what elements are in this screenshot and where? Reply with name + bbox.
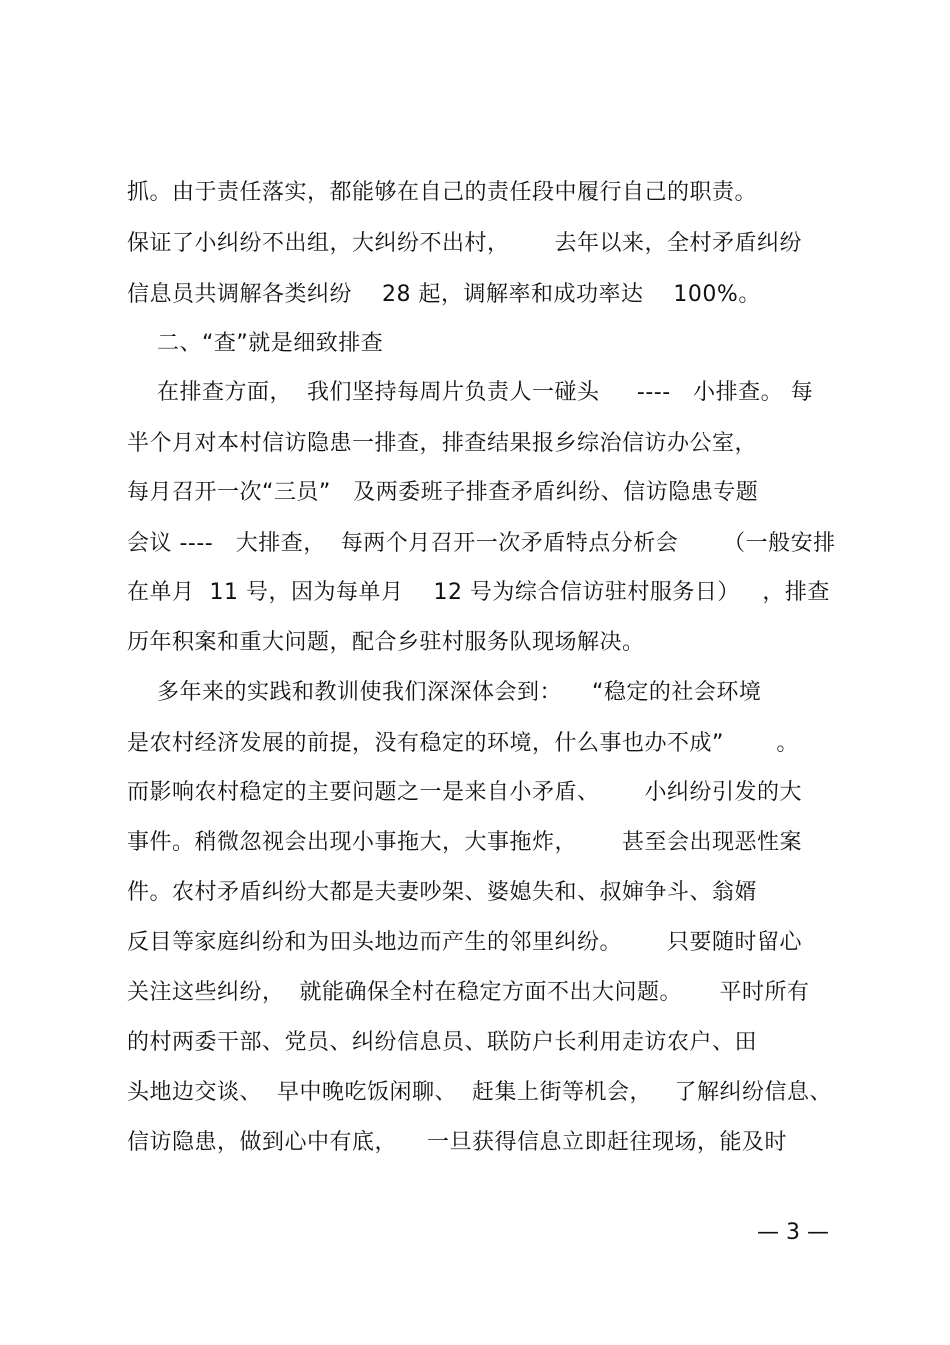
- page-number: — 3 —: [757, 1220, 829, 1245]
- paragraph-line: 保证了小纠纷不出组，大纠纷不出村， 去年以来，全村矛盾纠纷: [127, 231, 802, 256]
- paragraph-line: 关注这些纠纷， 就能确保全村在稳定方面不出大问题。 平时所有: [127, 980, 810, 1005]
- paragraph-line: 件。农村矛盾纠纷大都是夫妻吵架、婆媳失和、叔婶争斗、翁婿: [127, 880, 758, 905]
- paragraph-line: 每月召开一次“三员” 及两委班子排查矛盾纠纷、信访隐患专题: [127, 480, 759, 505]
- paragraph-line: 的村两委干部、党员、纠纷信息员、联防户长利用走访农户、田: [127, 1030, 758, 1055]
- paragraph-line: 事件。稍微忽视会出现小事拖大，大事拖炸， 甚至会出现恶性案: [127, 830, 802, 855]
- paragraph-line: 抓。由于责任落实，都能够在自己的责任段中履行自己的职责。: [127, 180, 758, 205]
- paragraph-line: 会议 ---- 大排查， 每两个月召开一次矛盾特点分析会 （一般安排: [127, 531, 836, 556]
- paragraph-line: 半个月对本村信访隐患一排查，排查结果报乡综治信访办公室，: [127, 431, 758, 456]
- paragraph-line: 信访隐患，做到心中有底， 一旦获得信息立即赶往现场，能及时: [127, 1130, 787, 1155]
- paragraph-line: 在排查方面， 我们坚持每周片负责人一碰头 ---- 小排查。 每: [127, 380, 814, 405]
- paragraph-line: 是农村经济发展的前提，没有稳定的环境，什么事也办不成” 。: [127, 731, 799, 756]
- paragraph-line: 历年积案和重大问题，配合乡驻村服务队现场解决。: [127, 630, 645, 655]
- paragraph-line: 反目等家庭纠纷和为田头地边而产生的邻里纠纷。 只要随时留心: [127, 930, 802, 955]
- section-heading: 二、“查”就是细致排查: [127, 331, 384, 356]
- paragraph-line: 在单月 11 号，因为每单月 12 号为综合信访驻村服务日） ，排查: [127, 580, 830, 605]
- paragraph-line: 而影响农村稳定的主要问题之一是来自小矛盾、 小纠纷引发的大: [127, 780, 802, 805]
- paragraph-line: 头地边交谈、 早中晚吃饭闲聊、 赶集上街等机会， 了解纠纷信息、: [127, 1080, 832, 1105]
- paragraph-line: 信息员共调解各类纠纷 28 起，调解率和成功率达 100%。: [127, 282, 761, 307]
- paragraph-line: 多年来的实践和教训使我们深深体会到： “稳定的社会环境: [127, 680, 762, 705]
